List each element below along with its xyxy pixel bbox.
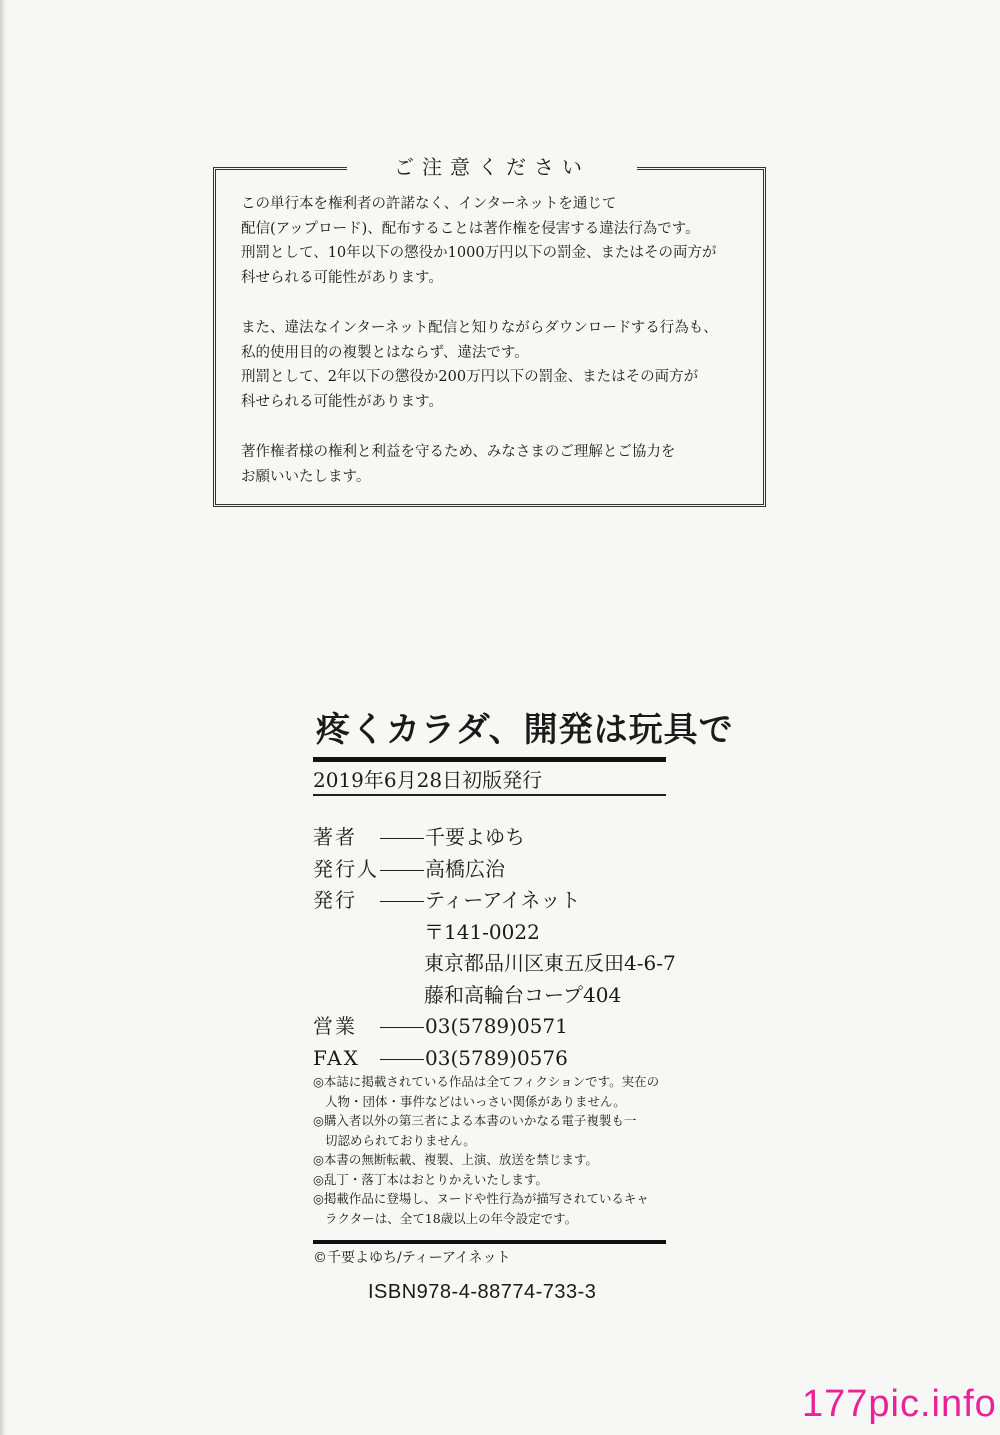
- author-label: 著者: [313, 825, 357, 849]
- dash-rule: [380, 1059, 424, 1060]
- note-line: ◎購入者以外の第三者による本書のいかなる電子複製も一: [313, 1113, 637, 1128]
- notice-line: 科せられる可能性があります。: [241, 393, 443, 410]
- notice-line: また、違法なインターネット配信と知りながらダウンロードする行為も、: [241, 320, 718, 336]
- notice-line: 刑罰として、2年以下の懲役か200万円以下の罰金、またはその両方が: [241, 369, 699, 385]
- notice-line: 著作権者様の権利と利益を守るため、みなさまのご理解とご協力を: [241, 444, 676, 460]
- notice-line: 私的使用目的の複製とはならず、違法です。: [241, 344, 529, 361]
- dash-rule: [380, 838, 424, 839]
- note-line: ◎掲載作品に登場し、ヌードや性行為が描写されているキャ: [313, 1191, 649, 1206]
- notice-line: 刑罰として、10年以下の懲役か1000万円以下の罰金、またはその両方が: [241, 245, 717, 261]
- sales-row: [313, 1011, 676, 1043]
- publisher-person-label: 発行人: [313, 856, 379, 881]
- address-line-1: 東京都品川区東五反田4-6-7: [424, 951, 676, 975]
- isbn: ISBN978-4-88774-733-3: [368, 1281, 597, 1303]
- publisher-name: ティーアイネット: [425, 888, 581, 912]
- copyright-line: ©千要よゆち/ティーアイネット: [313, 1250, 511, 1266]
- notice-paragraph-2: [241, 316, 761, 414]
- legal-notes: [313, 1072, 673, 1228]
- publication-date: 2019年6月28日初版発行: [313, 768, 543, 792]
- fax-label: FAX: [313, 1045, 360, 1070]
- author-row: [313, 822, 676, 854]
- notice-line: 科せられる可能性があります。: [241, 269, 443, 286]
- site-watermark: 177pic.info: [802, 1383, 997, 1425]
- note-line: 切認められておりません。: [325, 1132, 476, 1148]
- publisher-person-row: [313, 854, 676, 886]
- notice-paragraph-3: [241, 440, 761, 489]
- notice-line: 配信(アップロード)、配布することは著作権を侵害する違法行為です。: [241, 220, 700, 237]
- notice-line: お願いいたします。: [241, 468, 371, 485]
- dash-rule: [380, 1027, 424, 1028]
- note-line: ◎本書の無断転載、複製、上演、放送を禁じます。: [313, 1152, 598, 1167]
- title-rule: [313, 757, 666, 762]
- address-line-2: 藤和高輪台コープ404: [424, 982, 622, 1007]
- colophon-info: [313, 822, 676, 1074]
- date-rule: [313, 794, 666, 796]
- note-line: ◎本誌に掲載されている作品は全てフィクションです。実在の: [313, 1074, 660, 1089]
- notice-title: ご注意ください: [347, 152, 637, 182]
- fax-number: 03(5789)0576: [425, 1045, 568, 1070]
- book-title: 疼くカラダ、開発は玩具で: [316, 710, 734, 750]
- publisher-row: [313, 885, 676, 917]
- sales-label: 営業: [313, 1014, 357, 1038]
- notice-paragraph-1: [241, 192, 761, 290]
- page-edge-shadow: [0, 0, 6, 1435]
- notice-line: この単行本を権利者の許諾なく、インターネットを通じて: [241, 196, 617, 212]
- bottom-rule: [313, 1240, 666, 1244]
- postal-code: 〒141-0022: [424, 919, 540, 944]
- dash-rule: [380, 901, 424, 902]
- fax-row: [313, 1043, 676, 1075]
- sales-phone: 03(5789)0571: [425, 1014, 568, 1038]
- author-name: 千要よゆち: [425, 825, 525, 849]
- note-line: ◎乱丁・落丁本はおとりかえいたします。: [313, 1171, 548, 1187]
- note-line: ラクターは、全て18歳以上の年令設定です。: [325, 1210, 578, 1226]
- publisher-label: 発行: [313, 888, 357, 912]
- dash-rule: [380, 870, 424, 871]
- note-line: 人物・団体・事件などはいっさい関係がありません。: [325, 1093, 626, 1109]
- publisher-person-name: 高橋広治: [425, 856, 505, 881]
